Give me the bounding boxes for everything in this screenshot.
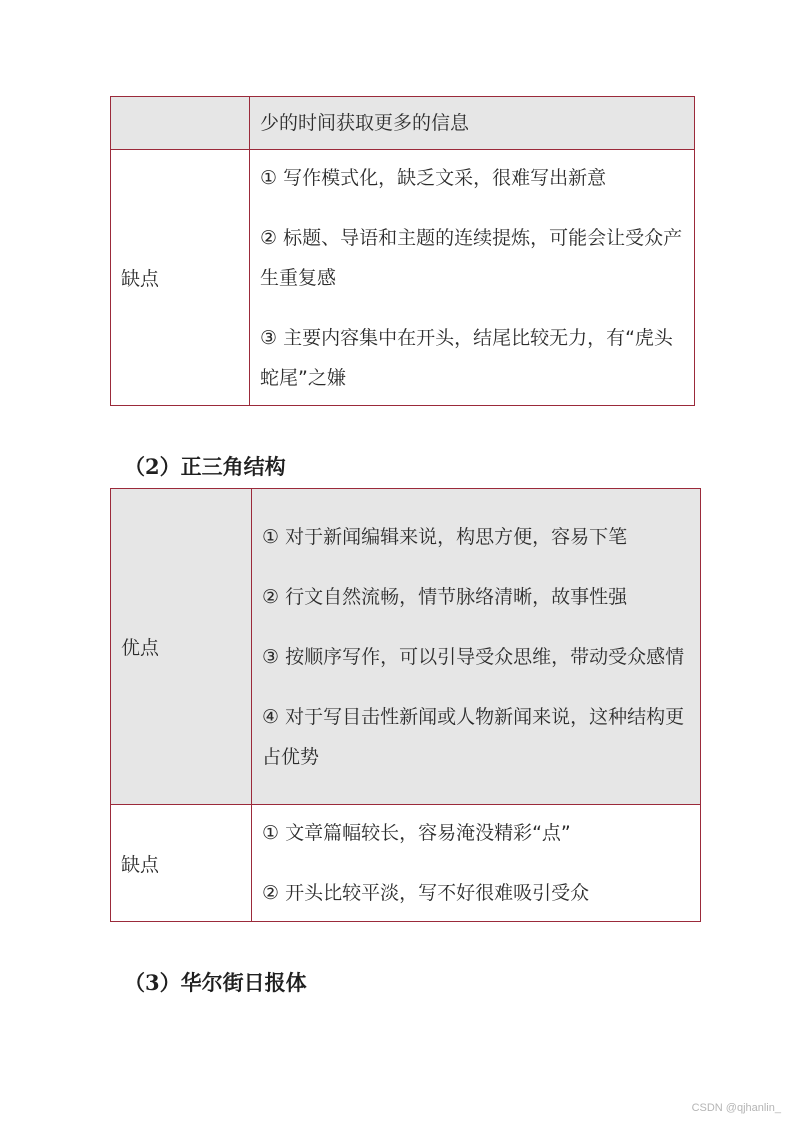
- table-row: [111, 489, 701, 805]
- paragraph: ③ 按顺序写作，可以引导受众思维，带动受众感情: [262, 645, 685, 668]
- paragraph: ① 对于新闻编辑来说，构思方便，容易下笔: [262, 525, 628, 548]
- row-label-disadvantages: 缺点: [111, 805, 252, 922]
- paragraph: ① 文章篇幅较长，容易淹没精彩“点”: [262, 822, 571, 844]
- table-row: [111, 150, 695, 406]
- watermark: CSDN @qjhanlin_: [691, 1102, 781, 1114]
- section-heading-2: （2）正三角结构: [124, 454, 286, 479]
- row-content: [250, 150, 695, 406]
- row-label-advantages: 优点: [111, 489, 252, 805]
- row-label-disadvantages: 缺点: [111, 150, 250, 406]
- row-label: [111, 97, 250, 150]
- paragraph: ③ 主要内容集中在开头，结尾比较无力，有“虎头蛇尾”之嫌: [260, 326, 673, 389]
- paragraph: ② 标题、导语和主题的连续提炼，可能会让受众产生重复感: [260, 226, 683, 289]
- paragraph: 少的时间获取更多的信息: [260, 112, 470, 134]
- paragraph: ② 开头比较平淡，写不好很难吸引受众: [262, 882, 590, 904]
- structure-table-2: [110, 488, 701, 922]
- paragraph: ② 行文自然流畅，情节脉络清晰，故事性强: [262, 585, 628, 608]
- paragraph: ① 写作模式化，缺乏文采，很难写出新意: [260, 166, 607, 189]
- table-row: [111, 97, 695, 150]
- row-content: [252, 489, 701, 805]
- row-content: [252, 805, 701, 922]
- structure-table-1: [110, 96, 695, 406]
- row-content: [250, 97, 695, 150]
- paragraph: ④ 对于写目击性新闻或人物新闻来说，这种结构更占优势: [262, 705, 685, 768]
- table-row: [111, 805, 701, 922]
- section-heading-3: （3）华尔街日报体: [124, 970, 307, 995]
